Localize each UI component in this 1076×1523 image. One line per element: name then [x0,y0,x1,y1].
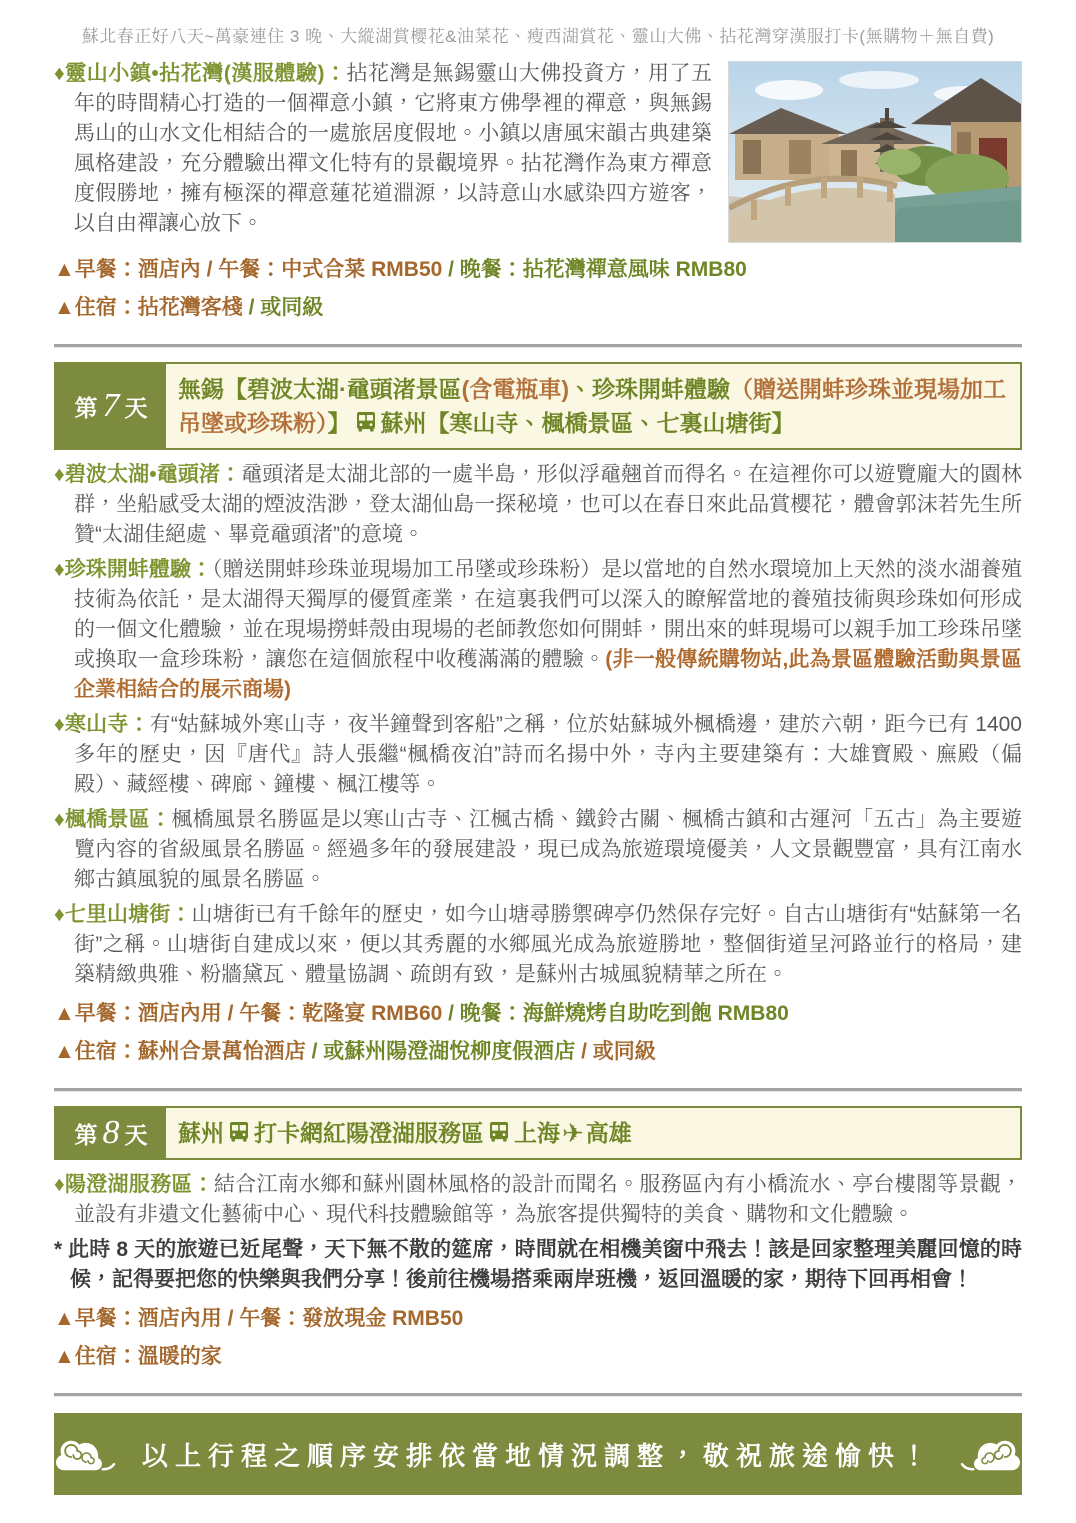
badge-number: 8 [102,1114,120,1151]
plane-icon: ✈ [562,1118,584,1148]
title-segment: 無錫【碧波太湖·黿頭渚景區 [178,376,462,402]
paragraph-fengqiao [54,805,1022,895]
meal-brown-text: ▲早餐：酒店內用 / 午餐：發放現金 RMB50 [54,1307,464,1330]
meal-brown-text: ▲早餐：酒店內用 / 午餐：乾隆宴 RMB60 [54,1002,449,1025]
bus-icon [354,410,378,434]
badge-prefix: 第 [74,1121,98,1148]
stay-brown-text: ▲住宿：拈花灣客棧 [54,296,249,319]
title-segment: 蘇州 [178,1120,224,1146]
paragraph-taihu [54,460,1022,550]
bus-icon [487,1120,511,1144]
title-segment: 高雄 [585,1120,632,1146]
footer-text: 以上行程之順序安排依當地情況調整，敬祝旅途愉快！ [141,1440,934,1471]
title-segment-orange: （贈送開蚌珍珠並現場加工吊墜或珍珠粉） [178,376,1006,436]
paragraph-pearl [54,555,1022,705]
section-divider [54,1088,1022,1092]
meal-brown-text: ▲早餐：酒店內 / 午餐：中式合菜 RMB50 [54,258,449,281]
paragraph-heading: ♦珍珠開蚌體驗： [54,558,213,581]
title-segment-orange: (含電瓶車) [461,376,569,402]
title-segment: 、珍珠開蚌體驗 [569,376,730,402]
day7-badge [56,364,166,448]
paragraph-body: （贈送開蚌珍珠並現場加工吊墜或珍珠粉）是以當地的自然水環境加上天然的淡水湖養殖技術為依託，是太湖得天獨厚的優質產業，在這裏我們可以深入的瞭解當地的養殖技術與珍珠如何形成的一個文化體驗，並在現場撈蚌殼由現場的老師教您如何開蚌，開出來的蚌現場可以親手加工珍珠吊墜或換取一盒珍珠粉，讓您在這個旅程中收穫滿滿的體驗。 [74,558,1022,671]
paragraph-heading: ♦七里山塘街： [54,903,192,926]
paragraph-body: 結合江南水鄉和蘇州園林風格的設計而聞名。服務區內有小橋流水、亭台樓閣等景觀，並設有非遺文化藝術中心、現代科技體驗館等，為旅客提供獨特的美食、購物和文化體驗。 [74,1173,1023,1226]
paragraph-orange-note: (非一般傳統購物站,此為景區體驗活動與景區企業相結合的展示商場) [74,648,1023,701]
section-divider [54,344,1022,348]
paragraph-heading: ♦楓橋景區： [54,808,172,831]
paragraph-heading: ♦寒山寺： [54,713,150,736]
paragraph-body: 楓橋風景名勝區是以寒山古寺、江楓古橋、鐵鈴古關、楓橋古鎮和古運河「五古」為主要遊覽內容的省級風景名勝區。經過多年的發展建設，現已成為旅遊環境優美，人文景觀豐富，具有江南水鄉古鎮風貌的風景名勝區。 [74,808,1022,891]
title-segment: 蘇州【寒山寺、楓橋景區、七裏山塘街】 [380,410,795,436]
paragraph-heading: ♦靈山小鎮•拈花灣(漢服體驗)： [54,62,347,85]
day6-stay-line [54,289,1022,327]
badge-suffix: 天 [124,394,148,421]
paragraph-body: 黿頭渚是太湖北部的一處半島，形似浮黿翹首而得名。在這裡你可以遊覽龐大的園林群，坐船感受太湖的煙波浩渺，登太湖仙島一探秘境，也可以在春日來此品賞櫻花，體會郭沫若先生所贊“太湖佳絕處、畢竟黿頭渚”的意境。 [74,463,1022,546]
stay-green-text: / 或同級 [248,296,324,319]
paragraph-farewell-note: * 此時 8 天的旅遊已近尾聲，天下無不散的筵席，時間就在相機美窗中飛去！該是回家整理美麗回憶的時候，記得要把您的快樂與我們分享！後前往機場搭乘兩岸班機，返回溫暖的家，期待下回再相會！ [54,1238,1022,1291]
paragraph-body: 有“姑蘇城外寒山寺，夜半鐘聲到客船”之稱，位於姑蘇城外楓橋邊，建於六朝，距今已有 1400 多年的歷史，因『唐代』詩人張繼“楓橋夜泊”詩而名揚中外，寺內主要建築有：大雄寶殿、廡殿（偏殿）、藏經樓、碑廊、鐘樓、楓江樓等。 [74,713,1022,796]
bus-icon [227,1120,251,1144]
day7-header-box [54,362,1022,450]
paragraph-heading: ♦陽澄湖服務區： [54,1173,214,1196]
day7-stay-line [54,1033,1022,1071]
day8-header-box [54,1106,1022,1160]
title-segment: 上海 [514,1120,560,1146]
stay-brown-text: ▲住宿：溫暖的家 [54,1345,222,1368]
paragraph-heading: ♦碧波太湖•黿頭渚： [54,463,242,486]
paragraph-body: 山塘街已有千餘年的歷史，如今山塘尋勝禦碑亭仍然保存完好。自古山塘街有“姑蘇第一名街”之稱。山塘街自建成以來，便以其秀麗的水鄉風光成為旅遊勝地，整個街道呈河路並行的格局，建築精緻典雅、粉牆黛瓦、體量協調、疏朗有致，是蘇州古城風貌精華之所在。 [74,903,1022,986]
day6-meal-line [54,251,1022,289]
day8-badge [56,1108,166,1158]
day8-meal-line [54,1300,1022,1338]
badge-prefix: 第 [74,394,98,421]
paragraph-shantang [54,900,1022,990]
day7-title [166,364,1020,448]
day8-stay-line [54,1338,1022,1376]
paragraph-body: 拈花灣是無錫靈山大佛投資方，用了五年的時間精心打造的一個禪意小鎮，它將東方佛學裡的禪意，與無錫馬山的山水文化相結合的一處旅居度假地。小鎮以唐風宋韻古典建築風格建設，充分體驗出禪文化特有的景觀境界。拈花灣作為東方禪意度假勝地，擁有極深的禪意蓮花道淵源，以詩意山水感染四方遊客，以自由禪讓心放下。 [74,62,712,235]
auspicious-cloud-icon [54,1430,120,1478]
day8-title [166,1108,1020,1158]
footer-banner [54,1413,1022,1495]
meal-green-text: / 晚餐：海鮮燒烤自助吃到飽 RMB80 [448,1002,789,1025]
badge-number: 7 [102,387,120,424]
paragraph-service-area [54,1170,1022,1230]
paragraph-hanshan [54,710,1022,800]
badge-suffix: 天 [124,1121,148,1148]
document-header: 蘇北春正好八天~萬豪連住 3 晚、大縱湖賞櫻花&油菜花、瘦西湖賞花、靈山大佛、拈花灣穿漢服打卡(無購物＋無自費) [81,27,995,46]
meal-green-text: / 晚餐：拈花灣禪意風味 RMB80 [448,258,747,281]
stay-brown-text: ▲住宿：蘇州合景萬怡酒店 [54,1040,312,1063]
day7-meal-line [54,995,1022,1033]
stay-green-text: / 或蘇州陽澄湖悅柳度假酒店 [311,1040,576,1063]
section-divider [54,1393,1022,1397]
title-segment: 】 [327,410,351,436]
auspicious-cloud-icon [956,1430,1022,1478]
day6-section [54,59,1022,251]
stay-brown-text: / 或同級 [575,1040,656,1063]
title-segment: 打卡網紅陽澄湖服務區 [254,1120,484,1146]
nianhuawan-town-photo [728,61,1022,243]
